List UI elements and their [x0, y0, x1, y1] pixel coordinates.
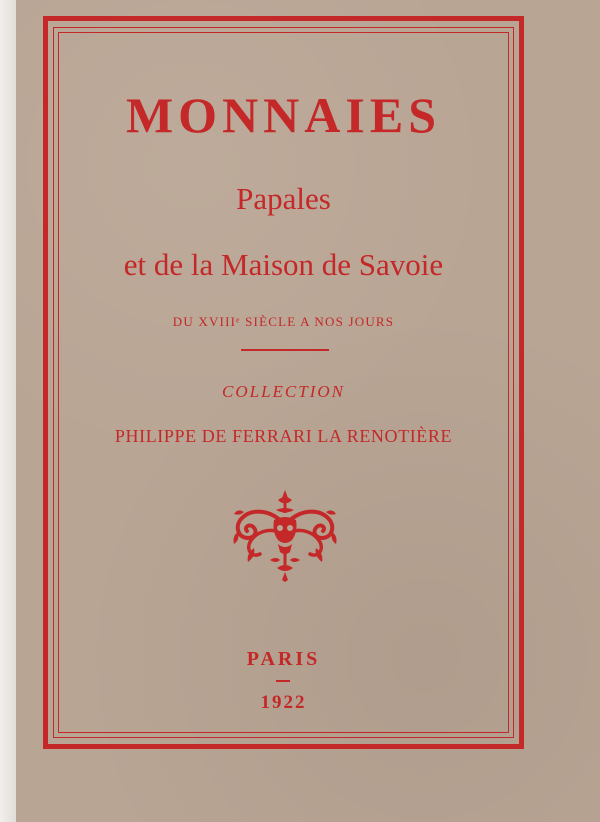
cover-period: DU XVIIIᵉ SIÈCLE A NOS JOURS	[172, 314, 395, 329]
cover-subtitle-line2: et de la Maison de Savoie	[123, 247, 444, 282]
page-edge	[0, 0, 16, 822]
collection-label: COLLECTION	[222, 382, 345, 401]
floral-fleuron-icon	[230, 488, 340, 583]
cover-title: MONNAIES	[125, 87, 442, 143]
small-divider	[276, 680, 290, 682]
publication-city: PARIS	[246, 648, 321, 670]
cover-subtitle-line1: Papales	[236, 181, 331, 216]
divider-rule	[241, 349, 329, 351]
collector-name: PHILIPPE DE FERRARI LA RENOTIÈRE	[114, 426, 453, 446]
publication-year: 1922	[260, 692, 307, 713]
